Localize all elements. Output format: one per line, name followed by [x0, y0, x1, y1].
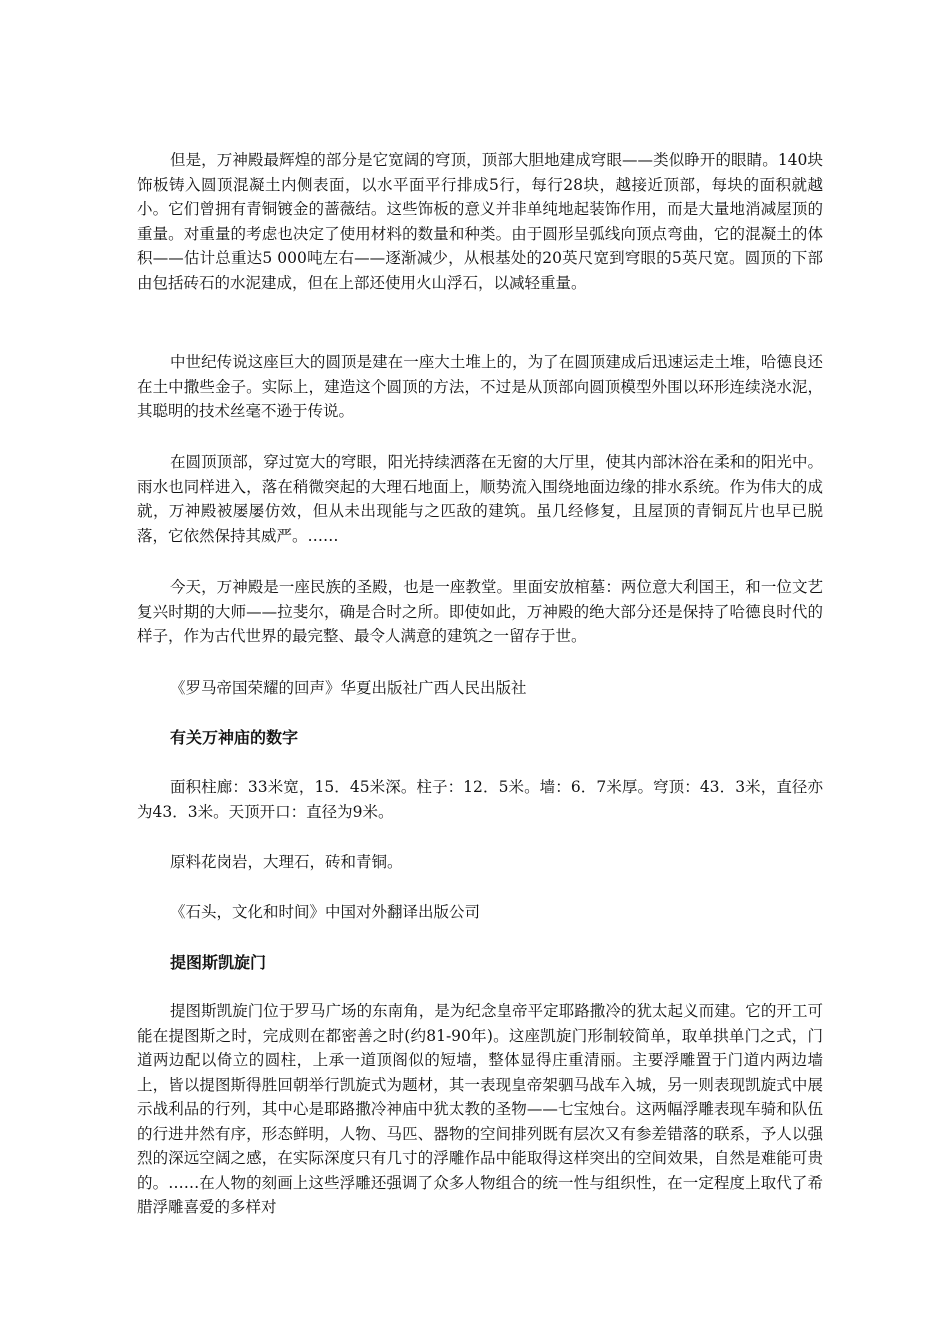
paragraph-dome: 但是，万神殿最辉煌的部分是它宽阔的穹顶，顶部大胆地建成穹眼——类似睁开的眼睛。140块饰板铸入圆顶混凝土内侧表面，以水平面平行排成5行，每行28块，越接近顶部，每块的面积就越小。它们曾拥有青铜镀金的蔷薇结。这些饰板的意义并非单纯地起装饰作用，而是大量地消减屋顶的重量。对重量的考虑也决定了使用材料的数量和种类。由于圆形呈弧线向顶点弯曲，它的混凝土的体积——估计总重达5 000吨左右——逐渐减少，从根基处的20英尺宽到穹眼的5英尺宽。圆顶的下部由包括砖石的水泥建成，但在上部还使用火山浮石，以减轻重量。: [137, 151, 823, 292]
source-citation-1: 《罗马帝国荣耀的回声》华夏出版社广西人民出版社: [170, 679, 527, 697]
paragraph-dimensions: 面积柱廊：33米宽，15．45米深。柱子：12．5米。墙：6．7米厚。穹顶：43．3米，直径亦为43．3米。天顶开口：直径为9米。: [137, 778, 823, 821]
section-heading-numbers: 有关万神庙的数字: [170, 728, 299, 747]
paragraph-arch-of-titus: 提图斯凯旋门位于罗马广场的东南角，是为纪念皇帝平定耶路撒冷的犹太起义而建。它的开工可能在提图斯之时，完成则在都密善之时(约81-90年)。这座凯旋门形制较简单，取单拱单门之式，门道两边配以倚立的圆柱，上承一道顶阁似的短墙，整体显得庄重清丽。主要浮雕置于门道内两边墙上，皆以提图斯得胜回朝举行凯旋式为题材，其一表现皇帝架驷马战车入城，另一则表现凯旋式中展示战利品的行列，其中心是耶路撒冷神庙中犹太教的圣物——七宝烛台。这两幅浮雕表现车骑和队伍的行进井然有序，形态鲜明，人物、马匹、器物的空间排列既有层次又有参差错落的联系，予人以强烈的深远空阔之感，在实际深度只有几寸的浮雕作品中能取得这样突出的空间效果，自然是难能可贵的。……在人物的刻画上这些浮雕还强调了众多人物组合的统一性与组织性，在一定程度上取代了希腊浮雕喜爱的多样对: [137, 1002, 823, 1216]
paragraph-today: 今天，万神殿是一座民族的圣殿，也是一座教堂。里面安放棺墓：两位意大利国王，和一位文艺复兴时期的大师——拉斐尔，确是合时之所。即使如此，万神殿的绝大部分还是保持了哈德良时代的样子，作为古代世界的最完整、最令人满意的建筑之一留存于世。: [137, 578, 823, 645]
paragraph-legend: 中世纪传说这座巨大的圆顶是建在一座大土堆上的，为了在圆顶建成后迅速运走土堆，哈德良还在土中撒些金子。实际上，建造这个圆顶的方法，不过是从顶部向圆顶模型外围以环形连续浇水泥，其聪明的技术丝毫不逊于传说。: [137, 353, 823, 420]
source-citation-2: 《石头，文化和时间》中国对外翻译出版公司: [170, 903, 481, 921]
paragraph-materials: 原料花岗岩，大理石，砖和青铜。: [170, 853, 403, 871]
paragraph-oculus: 在圆顶顶部，穿过宽大的穹眼，阳光持续洒落在无窗的大厅里，使其内部沐浴在柔和的阳光中。雨水也同样进入，落在稍微突起的大理石地面上，顺势流入围绕地面边缘的排水系统。作为伟大的成就，万神殿被屡屡仿效，但从未出现能与之匹敌的建筑。虽几经修复，且屋顶的青铜瓦片也早已脱落，它依然保持其威严。……: [137, 453, 823, 545]
section-heading-arch: 提图斯凯旋门: [170, 953, 267, 972]
